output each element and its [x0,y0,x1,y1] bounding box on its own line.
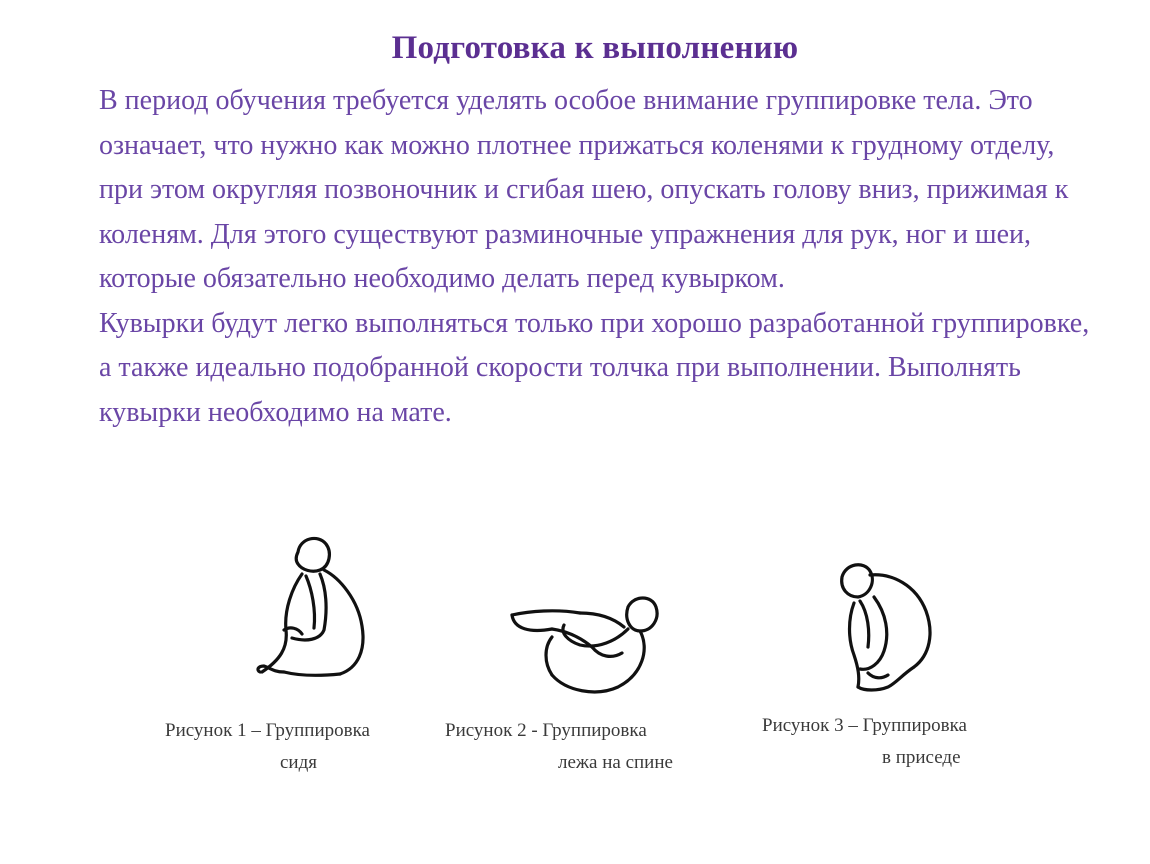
squat-tuck-drawing [830,555,960,705]
figure-squat-tuck [762,555,967,768]
paragraph-1: В период обучения требуется уделять особое внимание группировке тела. Это означает, что нужно как можно плотнее прижаться коленями к грудному отделу, при этом округляя позвоночник и сгибая шею, опускать голову вниз, прижимая к коленям. Для этого существуют разминочные упражнения для рук, ног и шеи, которые обязательно необходимо делать перед кувырком. [99,85,1069,294]
figure-1-caption: Рисунок 1 – Группировка [165,720,370,741]
figure-2-caption-sub: лежа на спине [558,752,673,773]
figure-3-caption: Рисунок 3 – Группировка [762,715,967,736]
figure-sitting-tuck [165,530,400,773]
paragraph-2: Кувырки будут легко выполняться только при хорошо разработанной группировке, а также идеально подобранной скорости толчка при выполнении. Выполнять кувырки необходимо на мате. [99,307,1090,428]
sitting-tuck-drawing [240,530,400,700]
figure-3-caption-sub: в приседе [882,747,961,768]
figure-2-caption: Рисунок 2 - Группировка [445,720,647,741]
slide-title: Подготовка к выполнению [391,30,799,66]
figure-lying-tuck [445,585,680,773]
figure-1-caption-sub: сидя [280,752,318,773]
lying-tuck-drawing [500,585,680,705]
body-text [99,79,1099,435]
